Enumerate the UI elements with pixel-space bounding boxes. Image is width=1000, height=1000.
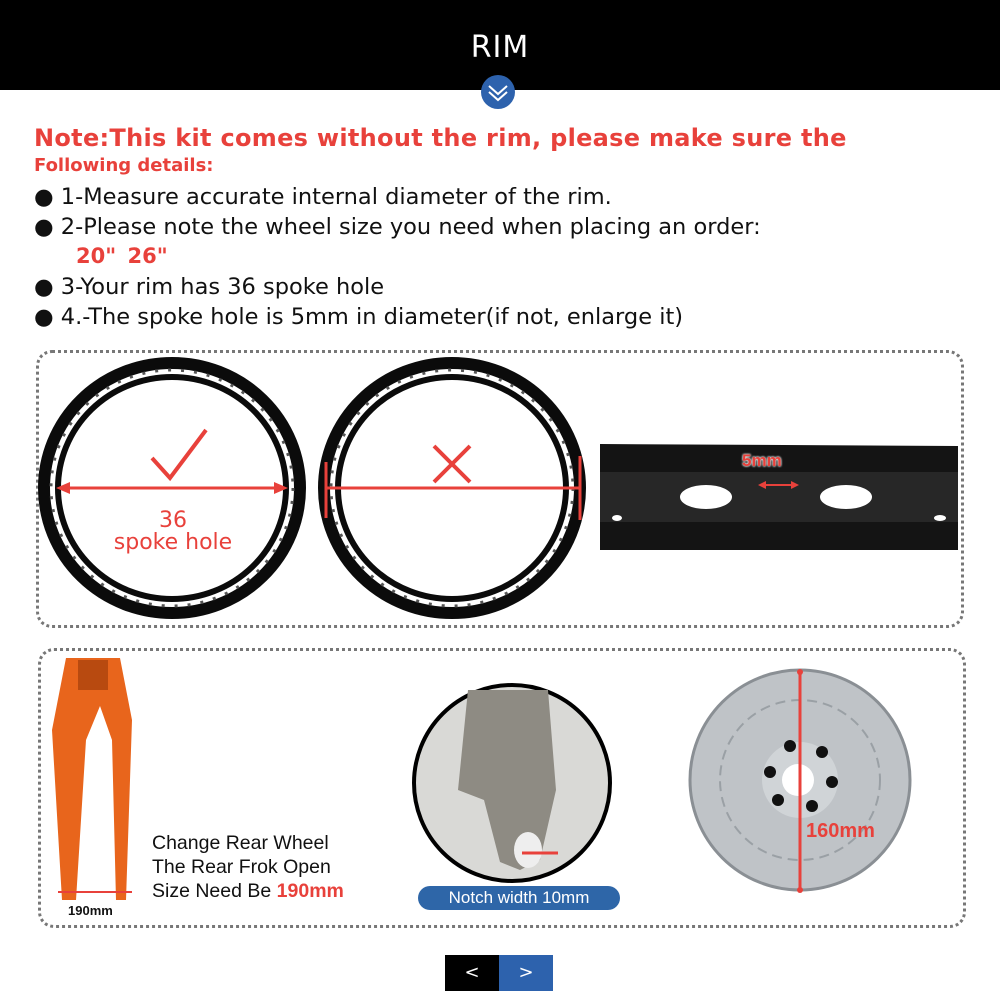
prev-button[interactable]: < <box>445 955 499 991</box>
fork-line-3-prefix: Size Need Be <box>152 880 277 902</box>
bullet-item: ● 1-Measure accurate internal diameter of the rim. <box>34 184 612 210</box>
notch-width-badge: Notch width 10mm <box>418 886 620 910</box>
fork-line-3 <box>152 879 344 903</box>
fork-line-2: The Rear Frok Open <box>152 856 331 878</box>
page-title: RIM <box>470 30 530 65</box>
fork-closeup-image <box>414 685 610 881</box>
brake-rotor-image <box>690 669 910 893</box>
next-button[interactable]: > <box>499 955 553 991</box>
spoke-hole-label: spoke hole <box>113 530 233 555</box>
bullet-item: ● 4.-The spoke hole is 5mm in diameter(if not, enlarge it) <box>34 304 684 330</box>
note-subheading: Following details: <box>34 155 214 176</box>
bullet-item: ● 3-Your rim has 36 spoke hole <box>34 274 385 300</box>
fork-line-1: Change Rear Wheel <box>152 832 329 854</box>
fork-width-label: 190mm <box>68 903 113 918</box>
rear-fork-image <box>52 658 132 900</box>
wheel-sizes: 20" 26" <box>76 244 168 268</box>
hole-size-label: 5mm <box>742 451 782 470</box>
fork-size-value: 190mm <box>276 880 344 902</box>
bullet-item: ● 2-Please note the wheel size you need when placing an order: <box>34 214 761 240</box>
note-heading: Note:This kit comes without the rim, please make sure the <box>34 124 847 152</box>
fork-instruction-text <box>152 831 344 903</box>
rotor-size-label: 160mm <box>806 820 875 842</box>
spoke-count-label: 36 <box>159 508 187 533</box>
